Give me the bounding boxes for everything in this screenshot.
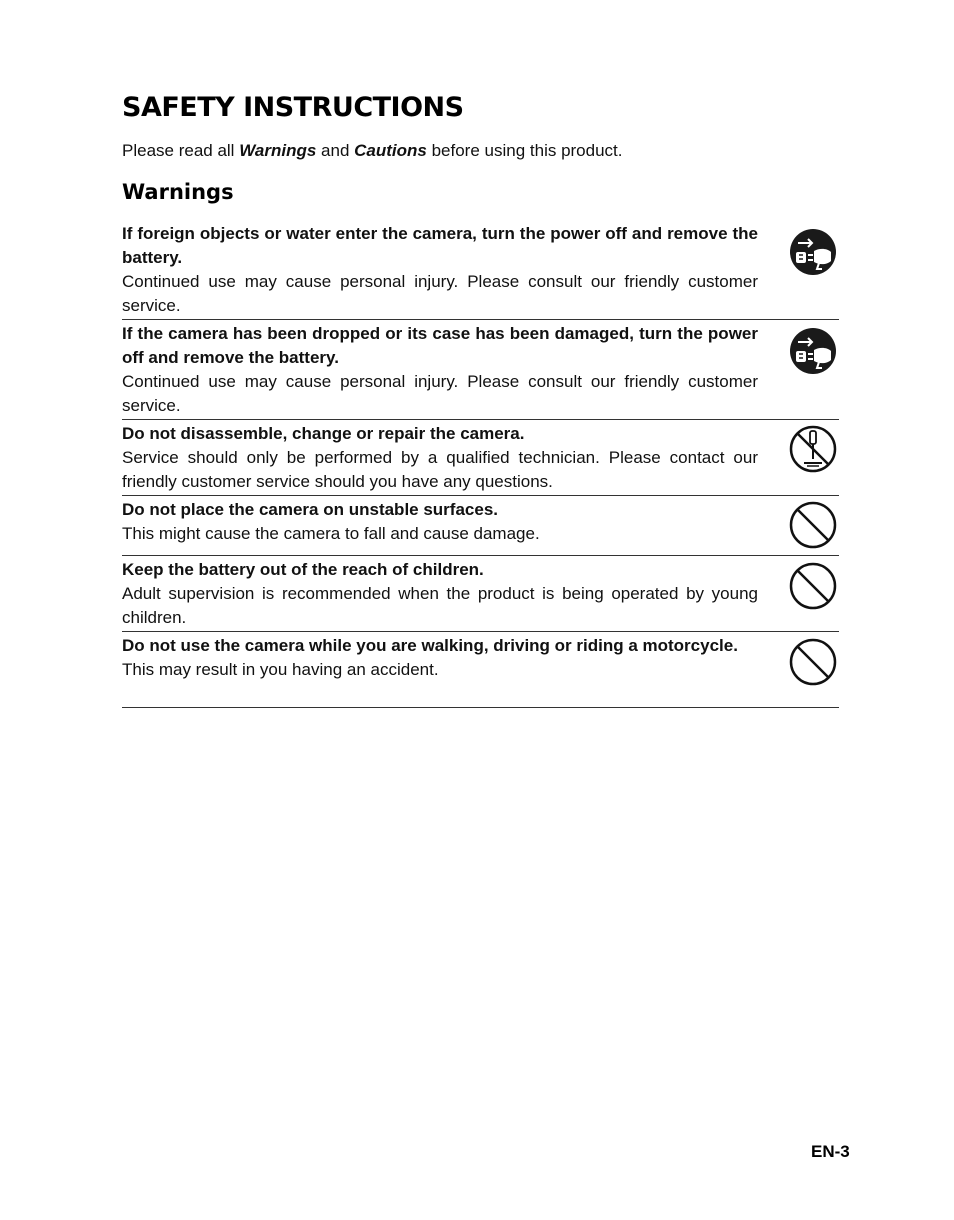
warning-title: If the camera has been dropped or its case has been damaged, turn the power off and remove the battery. (122, 324, 758, 367)
remove-battery-icon (789, 228, 837, 276)
intro-warnings-word: Warnings (239, 141, 317, 160)
prohibited-icon (789, 638, 837, 686)
page-title: SAFETY INSTRUCTIONS (122, 92, 464, 123)
warning-item (122, 420, 839, 496)
warning-item (122, 220, 839, 320)
warning-body: Continued use may cause personal injury. Please consult our friendly customer service. (122, 372, 758, 415)
warning-item (122, 632, 839, 708)
warning-title: Do not place the camera on unstable surfaces. (122, 500, 499, 519)
warning-title: Do not disassemble, change or repair the camera. (122, 424, 525, 443)
intro-middle: and (316, 141, 355, 160)
intro-after: before using this product. (426, 141, 623, 160)
warning-item (122, 496, 839, 556)
page-number: EN-3 (811, 1142, 850, 1161)
warning-body: This might cause the camera to fall and cause damage. (122, 524, 540, 543)
prohibited-icon (789, 501, 837, 549)
warning-body: Service should only be performed by a qualified technician. Please contact our friendly customer service should you have any questions. (122, 448, 758, 491)
warning-item (122, 556, 839, 632)
intro-before: Please read all (122, 141, 240, 160)
prohibited-icon (789, 562, 837, 610)
warning-body: Continued use may cause personal injury. Please consult our friendly customer service. (122, 272, 758, 315)
intro-text (122, 141, 623, 161)
remove-battery-icon (789, 327, 837, 375)
warning-item (122, 320, 839, 420)
warning-title: Do not use the camera while you are walking, driving or riding a motorcycle. (122, 636, 738, 655)
intro-cautions-word: Cautions (354, 141, 427, 160)
warning-title: If foreign objects or water enter the camera, turn the power off and remove the battery. (122, 224, 758, 267)
no-disassembly-icon (789, 425, 837, 473)
section-heading-warnings: Warnings (122, 180, 234, 204)
warning-list (122, 220, 839, 708)
warning-body: This may result in you having an accident. (122, 660, 439, 679)
warning-body: Adult supervision is recommended when the product is being operated by young children. (122, 584, 758, 627)
warning-title: Keep the battery out of the reach of children. (122, 560, 484, 579)
